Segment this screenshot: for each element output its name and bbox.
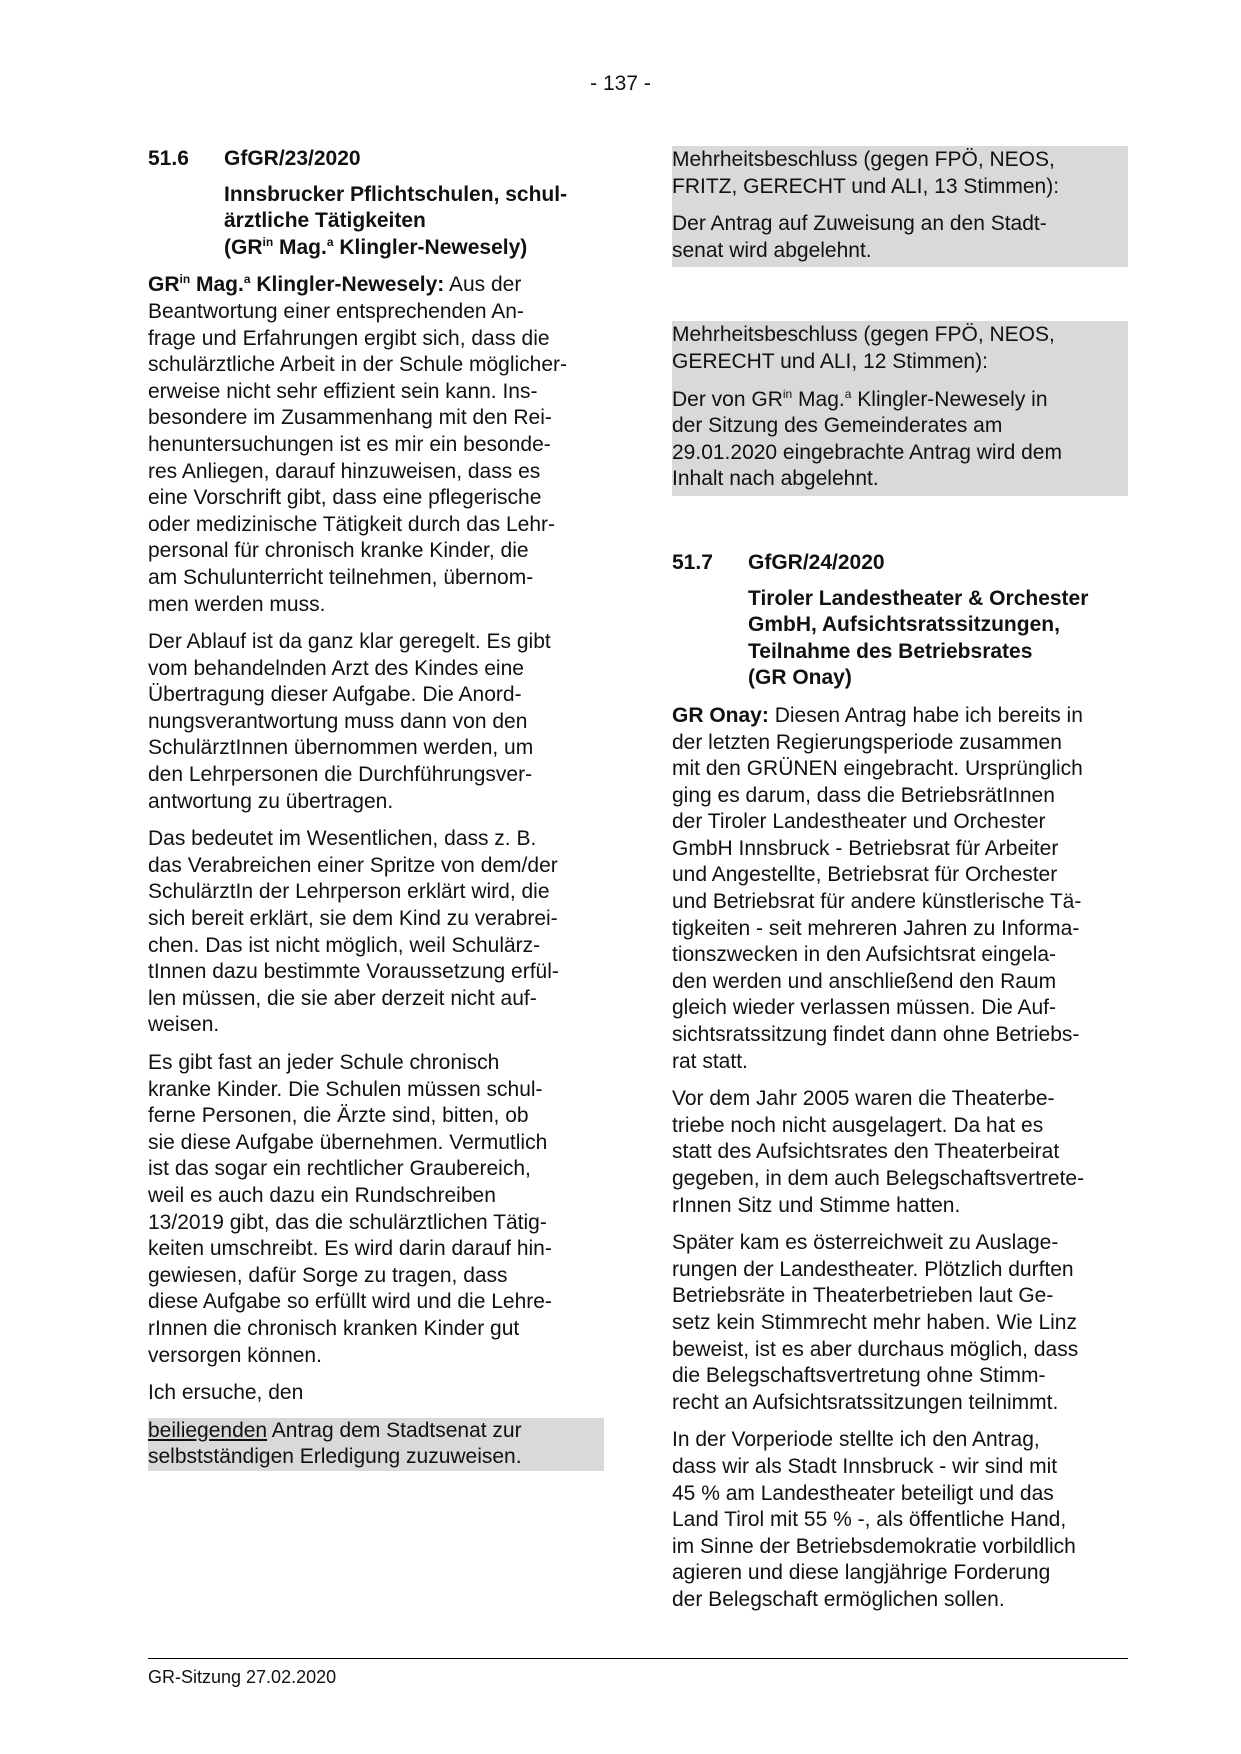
agenda-item-number: 51.7 [672, 550, 713, 574]
agenda-item-header [148, 146, 604, 173]
title-line: ärztliche Tätigkeiten [224, 209, 426, 233]
paragraph: Es gibt fast an jeder Schule chronisch kranke Kinder. Die Schulen müssen schul- ferne Personen, die Ärzte sind, bitten, ob sie diese Aufgabe übernehmen. Vermutlich ist das sogar ein rechtlicher Graubereich, weil es auch dazu ein Rundschreiben 13/2019 gibt, das die schulärztlichen Tätig- keiten umschreibt. Es wird darin darauf hin- gewiesen, dafür Sorge zu tragen, dass diese Aufgabe so erfüllt wird und die Lehre- rInnen die chronisch kranken Kinder gut versorgen können. [148, 1051, 552, 1367]
paragraph: In der Vorperiode stellte ich den Antrag, dass wir als Stadt Innsbruck - wir sind mit 45 % am Landestheater beteiligt und das Land Tirol mit 55 % -, als öffentliche Hand, im Sinne der Betriebsdemokratie vorbildlich agieren und diese langjährige Forderung der Belegschaft ermöglichen sollen. [672, 1428, 1076, 1611]
motion-request-box: beiliegenden Antrag dem Stadtsenat zur selbstständigen Erledigung zuzuweisen. [148, 1418, 604, 1471]
agenda-item-title [148, 182, 604, 262]
title-line: Innsbrucker Pflichtschulen, schul- [224, 182, 568, 206]
paragraph: Ich ersuche, den [148, 1381, 304, 1405]
paragraph: Der Ablauf ist da ganz klar geregelt. Es gibt vom behandelnden Arzt des Kindes eine Übertragung dieser Aufgabe. Die Anord- nungsverantwortung muss dann von den SchulärztInnen übernommen werden, um den Lehrpersonen die Durchführungsver- antwortung zu übertragen. [148, 630, 551, 813]
paragraph-speech-onay: GR Onay: Diesen Antrag habe ich bereits in der letzten Regierungsperiode zusammen mit den GRÜNEN eingebracht. Ursprünglich ging es darum, dass die BetriebsrätInnen der Tiroler Landestheater und Orchester GmbH Innsbruck - Betriebsrat für Arbeiter und Angestellte, Betriebsrat für Orchester und Betriebsrat für andere künstlerische Tä- tigkeiten - seit mehreren Jahren zu Informa- tionszwecken in den Aufsichtsrat eingela- den werden und anschließend den Raum gleich wieder verlassen müssen. Die Auf- sichtsratssitzung findet dann ohne Betriebs- rat statt. [672, 703, 1083, 1073]
speaker-name: $GR^{in}$ Mag.$^a$ Klingler-Newesely: [148, 272, 445, 297]
paragraph-speech-klingler: $GR^{in}$ Mag.$^a$ Klingler-Newesely: Aus der Beantwortung einer entsprechenden An- frage und Erfahrungen ergibt sich, dass die schulärztliche Arbeit in der Schule möglicher- erweise nicht sehr effizient sein kann. Ins- besondere im Zusammenhang mit den Rei- henuntersuchungen ist es mir ein besonde- res Anliegen, darauf hinzuweisen, dass es eine Vorschrift gibt, dass eine pflegerische oder medizinische Tätigkeit durch das Lehr- personal für chronisch kranke Kinder, die am Schulunterricht teilnehmen, übernom- men werden muss. [148, 272, 568, 616]
agenda-item-number: 51.6 [148, 147, 189, 170]
left-column [148, 146, 604, 1471]
paragraph: Später kam es österreichweit zu Auslage- rungen der Landestheater. Plötzlich durften Betriebsräte in Theaterbetrieben laut Ge- setz kein Stimmrecht mehr haben. Wie Linz beweist, ist es aber durchaus möglich, dass die Belegschaftsvertretung ohne Stimm- recht an Aufsichtsratssitzungen teilnimmt. [672, 1231, 1079, 1414]
footer-session-date: GR-Sitzung 27.02.2020 [148, 1667, 337, 1687]
agenda-item-code: GfGR/23/2020 [224, 147, 361, 170]
paragraph: Vor dem Jahr 2005 waren die Theaterbe- triebe noch nicht ausgelagert. Da hat es statt des Aufsichtsrates den Theaterbeirat gegeben, in dem auch Belegschaftsvertrete- rInnen Sitz und Stimme hatten. [672, 1087, 1085, 1217]
agenda-item-code: GfGR/24/2020 [748, 550, 885, 574]
right-column [672, 146, 1128, 1614]
resolution-box-2: Mehrheitsbeschluss (gegen FPÖ, NEOS, GERECHT und ALI, 12 Stimmen): Der von $GR^{in}$ Mag.$^a$ Klingler-Newesely in der Sitzung des Gemeinderates am 29.01.2020 eingebrachte Antrag wird dem Inhalt nach abgelehnt. [672, 321, 1128, 496]
agenda-item-title: Tiroler Landestheater & Orchester GmbH, Aufsichtsratssitzungen, Teilnahme des Betriebsrates (GR Onay) [748, 586, 1089, 690]
resolution-box-1: Mehrheitsbeschluss (gegen FPÖ, NEOS, FRITZ, GERECHT und ALI, 13 Stimmen): Der Antrag auf Zuweisung an den Stadt- senat wird abgelehnt. [672, 146, 1128, 267]
title-line: ($GR^{in}$ Mag.$^a$ Klingler-Newesely) [224, 234, 528, 259]
page-number: - 137 - [590, 72, 651, 95]
paragraph: Das bedeutet im Wesentlichen, dass z. B. das Verabreichen einer Spritze von dem/der SchulärztIn der Lehrperson erklärt wird, die sich bereit erklärt, sie dem Kind zu verabrei- chen. Das ist nicht möglich, weil Schulärz- tInnen dazu bestimmte Voraussetzung erfül- len müssen, die sie aber derzeit nicht auf- weisen. [148, 827, 559, 1037]
agenda-item-header [672, 550, 1128, 577]
footer-divider [148, 1658, 1128, 1659]
speaker-name: GR Onay: [672, 703, 769, 727]
underlined-word: beiliegenden [148, 1418, 268, 1442]
